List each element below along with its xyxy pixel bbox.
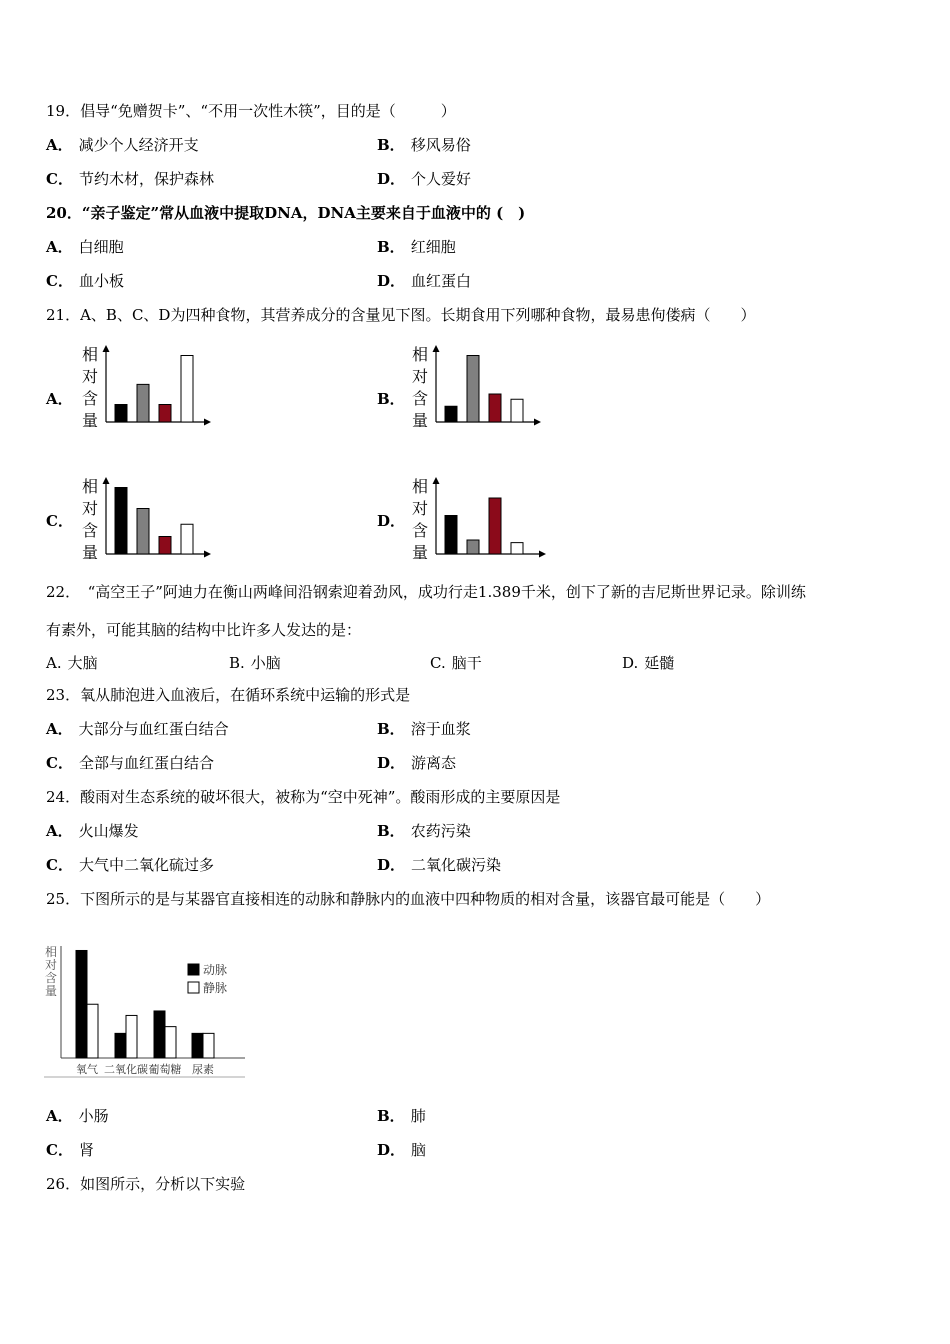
option-label: C． (46, 170, 73, 188)
q23-option-b[interactable] (377, 719, 471, 739)
q21-chart-b-wrap (408, 340, 548, 439)
option-label: B． (377, 136, 405, 154)
y-axis-label-char: 相 (411, 477, 429, 496)
q21-chart-a-wrap (78, 340, 218, 439)
option-text: 脑 (411, 1141, 427, 1159)
option-label: D． (377, 754, 406, 772)
option-text: 大脑 (67, 654, 98, 672)
q23-option-a[interactable] (46, 719, 229, 739)
q21-chart-b (408, 340, 548, 435)
q24-option-c[interactable] (46, 855, 214, 875)
option-label: A. (46, 654, 62, 672)
y-axis-label-char: 含 (81, 389, 99, 408)
option-label: B. (229, 654, 245, 672)
option-text: 大气中二氧化硫过多 (78, 856, 214, 874)
bar (115, 488, 127, 555)
q21-chart-c-wrap (78, 472, 218, 571)
option-label: C． (46, 856, 73, 874)
bar (511, 543, 523, 554)
bar (181, 356, 193, 423)
q20-option-c[interactable] (46, 271, 124, 291)
y-axis-label-char: 对 (81, 499, 99, 518)
option-label: C． (46, 1141, 73, 1159)
y-axis-label-char: 含 (44, 971, 58, 985)
q23-option-c[interactable] (46, 753, 214, 773)
q21-option-b-label[interactable]: B． (377, 390, 405, 408)
bar (165, 1027, 176, 1058)
legend-label: 动脉 (203, 963, 228, 977)
y-axis-label-char: 对 (411, 367, 429, 386)
y-axis-label-char: 相 (44, 945, 58, 959)
q20-option-d[interactable] (377, 271, 471, 291)
y-axis-label-char: 量 (411, 543, 429, 562)
option-text: 小肠 (78, 1107, 109, 1125)
bar (181, 524, 193, 554)
question-24-stem: 24．酸雨对生态系统的破坏很大，被称为“空中死神”。酸雨形成的主要原因是 (46, 788, 561, 806)
q24-option-b[interactable] (377, 821, 471, 841)
option-label: A． (46, 1107, 73, 1125)
option-label: C． (46, 754, 73, 772)
y-axis-label-char: 对 (411, 499, 429, 518)
option-label: C． (46, 272, 73, 290)
question-22-stem-line1: 22． “高空王子”阿迪力在衡山两峰间沿钢索迎着劲风，成功行走1.389千米，创下了新的吉尼斯世界记录。除训练 (46, 583, 806, 601)
y-axis-label-char: 相 (411, 345, 429, 364)
q20-option-a[interactable] (46, 237, 124, 257)
q25-option-d[interactable] (377, 1140, 426, 1160)
q21-option-c-label[interactable]: C． (46, 512, 73, 530)
q23-option-d[interactable] (377, 753, 456, 773)
option-label: B． (377, 822, 405, 840)
y-axis-label-char: 量 (81, 411, 99, 430)
bar (445, 406, 457, 422)
question-26-stem: 26．如图所示，分析以下实验 (46, 1175, 246, 1193)
x-axis-arrow (539, 551, 546, 558)
q19-option-d[interactable] (377, 169, 471, 189)
y-axis-arrow (433, 477, 440, 484)
question-22-stem-line2: 有素外，可能其脑的结构中比许多人发达的是： (46, 621, 362, 639)
question-21-stem: 21．A、B、C、D为四种食物，其营养成分的含量见下图。长期食用下列哪种食物，最易患佝偻病（ ） (46, 306, 756, 324)
y-axis-label-char: 量 (81, 543, 99, 562)
option-text: 小脑 (250, 654, 281, 672)
bar (87, 1004, 98, 1058)
option-label: A． (46, 822, 73, 840)
x-tick-label: 二氧化碳 (104, 1063, 148, 1076)
option-label: D. (622, 654, 639, 672)
option-label: D． (377, 856, 406, 874)
q24-option-a[interactable] (46, 821, 139, 841)
option-text: 移风易俗 (410, 136, 471, 154)
bar (511, 399, 523, 422)
question-25-stem: 25．下图所示的是与某器官直接相连的动脉和静脉内的血液中四种物质的相对含量，该器官最可能是（ ） (46, 890, 771, 908)
q25-blood-chart (40, 940, 255, 1082)
q21-option-d-label[interactable]: D． (377, 512, 406, 530)
bar (467, 356, 479, 423)
option-text: 全部与血红蛋白结合 (78, 754, 214, 772)
option-text: 血小板 (78, 272, 124, 290)
x-tick-label: 氧气 (76, 1063, 98, 1076)
y-axis-label-char: 量 (411, 411, 429, 430)
option-text: 红细胞 (410, 238, 456, 256)
x-tick-label: 尿素 (192, 1063, 214, 1076)
option-text: 二氧化碳污染 (411, 856, 502, 874)
bar (76, 950, 87, 1058)
option-label: C. (430, 654, 446, 672)
legend-swatch (188, 982, 199, 993)
option-text: 火山爆发 (78, 822, 139, 840)
q19-option-a[interactable] (46, 135, 199, 155)
bar (489, 498, 501, 554)
q21-option-a-label[interactable]: A． (46, 390, 73, 408)
bar (154, 1011, 165, 1058)
option-label: B． (377, 720, 405, 738)
y-axis-label-char: 相 (81, 345, 99, 364)
q22-option-d[interactable] (622, 653, 674, 673)
bar (489, 394, 501, 422)
option-text: 个人爱好 (411, 170, 472, 188)
option-label: A． (46, 720, 73, 738)
x-axis-arrow (204, 419, 211, 426)
y-axis-label-char: 相 (81, 477, 99, 496)
x-tick-label: 葡萄糖 (148, 1063, 182, 1076)
bar (159, 405, 171, 423)
legend-label: 静脉 (203, 981, 228, 995)
option-text: 溶于血浆 (410, 720, 471, 738)
y-axis-arrow (103, 477, 110, 484)
q24-option-d[interactable] (377, 855, 501, 875)
q21-chart-a (78, 340, 218, 435)
option-text: 肺 (410, 1107, 426, 1125)
bar (126, 1015, 137, 1058)
bar (445, 516, 457, 555)
bar (467, 540, 479, 554)
q19-option-b[interactable] (377, 135, 471, 155)
q25-option-c[interactable] (46, 1140, 94, 1160)
y-axis-label-char: 量 (44, 984, 58, 998)
option-label: D． (377, 170, 406, 188)
bar (159, 537, 171, 555)
bar (203, 1033, 214, 1058)
y-axis-label-char: 对 (44, 958, 58, 972)
option-label: D． (377, 1141, 406, 1159)
option-text: 农药污染 (410, 822, 471, 840)
q21-chart-c (78, 472, 218, 567)
q25-option-a[interactable] (46, 1106, 109, 1126)
q21-chart-d-wrap (408, 472, 553, 571)
bar (115, 405, 127, 423)
option-label: A． (46, 136, 73, 154)
option-text: 血红蛋白 (411, 272, 472, 290)
option-text: 延髓 (644, 654, 675, 672)
option-text: 脑干 (451, 654, 482, 672)
x-axis-arrow (204, 551, 211, 558)
y-axis-arrow (103, 345, 110, 352)
q25-chart-wrap (40, 940, 255, 1086)
option-label: A． (46, 238, 73, 256)
bar (137, 384, 149, 422)
legend-swatch (188, 964, 199, 975)
y-axis-label-char: 对 (81, 367, 99, 386)
question-19-stem: 19．倡导“免赠贺卡”、“不用一次性木筷”，目的是（ ） (46, 102, 456, 120)
y-axis-label-char: 含 (411, 521, 429, 540)
option-text: 减少个人经济开支 (78, 136, 199, 154)
option-label: D． (377, 272, 406, 290)
option-label: B． (377, 1107, 405, 1125)
option-text: 白细胞 (78, 238, 124, 256)
q22-option-a[interactable] (46, 653, 98, 673)
option-label: B． (377, 238, 405, 256)
question-20-stem: 20．“亲子鉴定”常从血液中提取DNA，DNA主要来自于血液中的 ( ) (46, 204, 526, 222)
q22-option-c[interactable] (430, 653, 482, 673)
q19-option-c[interactable] (46, 169, 214, 189)
option-text: 肾 (78, 1141, 94, 1159)
bar (115, 1033, 126, 1058)
q20-option-b[interactable] (377, 237, 456, 257)
x-axis-arrow (534, 419, 541, 426)
bar (192, 1033, 203, 1058)
y-axis-label-char: 含 (81, 521, 99, 540)
bar (137, 509, 149, 555)
y-axis-label-char: 含 (411, 389, 429, 408)
option-text: 节约木材，保护森林 (78, 170, 214, 188)
q22-option-b[interactable] (229, 653, 281, 673)
option-text: 游离态 (411, 754, 457, 772)
option-text: 大部分与血红蛋白结合 (78, 720, 229, 738)
q21-chart-d (408, 472, 553, 567)
q25-option-b[interactable] (377, 1106, 426, 1126)
y-axis-arrow (433, 345, 440, 352)
question-23-stem: 23．氧从肺泡进入血液后，在循环系统中运输的形式是 (46, 686, 411, 704)
